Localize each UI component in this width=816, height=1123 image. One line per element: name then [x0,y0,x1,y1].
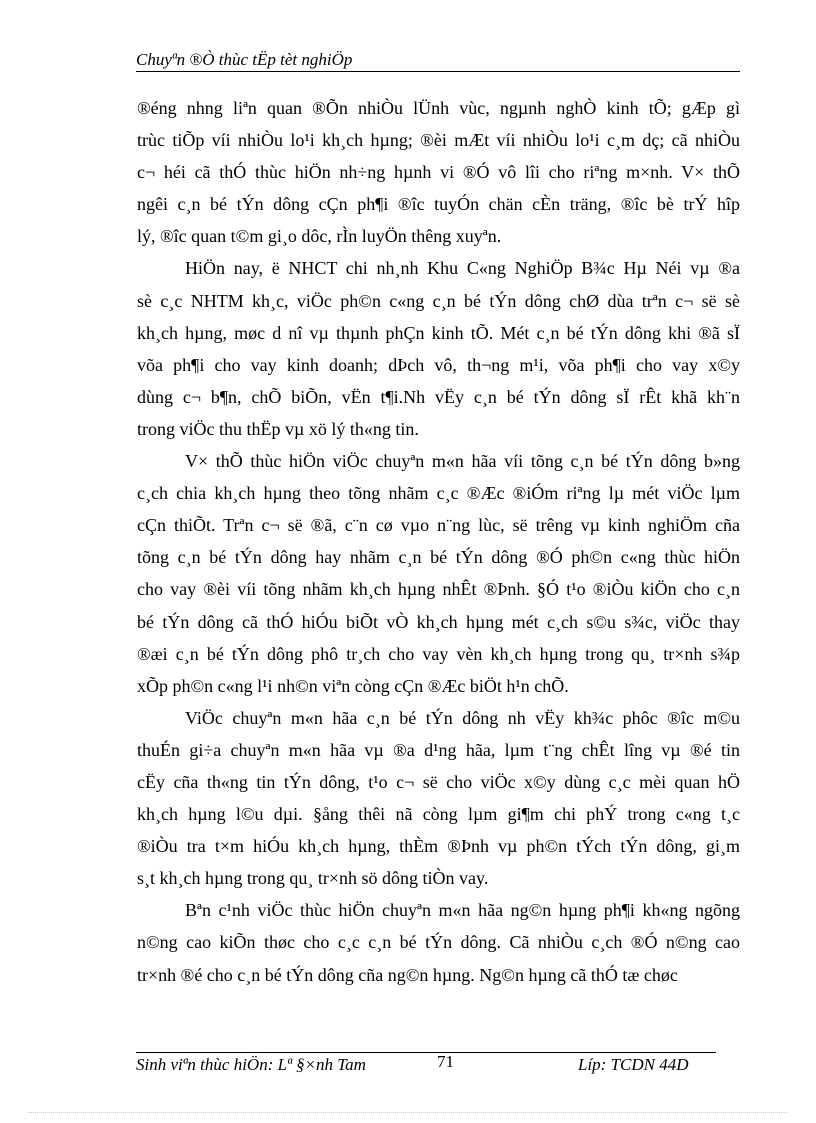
paragraph [137,445,740,702]
text-line: Bªn c¹nh viÖc thùc hiÖn chuyªn m«n hãa ng©n hµng ph¶i kh«ng ngõng [185,900,740,921]
text-line: trùc tiÕp víi nhiÒu lo¹i kh¸ch hµng; ®èi mÆt víi nhiÒu lo¹i c¸m dç; cã nhiÒu [137,130,740,151]
running-header: Chuyªn ®Ò thùc tËp tèt nghiÖp [136,50,353,69]
text-line: V× thÕ thùc hiÖn viÖc chuyªn m«n hãa víi tõng c¸n bé tÝn dông b»ng [185,451,740,472]
text-line: tõng c¸n bé tÝn dông hay nhãm c¸n bé tÝn dông ®Ó ph©n c«ng thùc hiÖn [137,547,740,568]
text-line: trong viÖc thu thËp vµ xö lý th«ng tin. [137,418,419,439]
text-line: sè c¸c NHTM kh¸c, viÖc ph©n c«ng c¸n bé tÝn dông chØ dùa trªn c¬ së sè [137,290,740,311]
text-line: ®iÒu tra t×m hiÓu kh¸ch hµng, thÈm ®Þnh vµ ph©n tÝch tÝn dông, gi¸m [137,836,740,857]
text-line: c¸ch chia kh¸ch hµng theo tõng nhãm c¸c ®Æc ®iÓm riªng lµ mét viÖc lµm [137,483,740,504]
text-line: võa ph¶i cho vay kinh doanh; dÞch vô, th¬ng m¹i, võa ph¶i cho vay x©y [137,354,740,375]
text-line: HiÖn nay, ë NHCT chi nh¸nh Khu C«ng NghiÖp B¾c Hµ Néi vµ ®a [185,258,740,279]
paragraph [137,252,740,445]
text-line: cËy cña th«ng tin tÝn dông, t¹o c¬ së cho viÖc x©y dùng c¸c mèi quan hÖ [137,771,740,792]
text-line: cho vay ®èi víi tõng nhãm kh¸ch hµng nhÊt ®Þnh. §Ó t¹o ®iÒu kiÖn cho c¸n [137,579,740,600]
document-body [137,92,740,991]
footer-rule [136,1052,716,1053]
paragraph [137,92,740,252]
text-line: c¬ héi cã thÓ thùc hiÖn nh÷ng hµnh vi ®Ó vô lîi cho riªng m×nh. V× thÕ [137,162,740,183]
header-rule [136,71,740,72]
text-line: kh¸ch hµng, møc d nî vµ thµnh phÇn kinh tÕ. Mét c¸n bé tÝn dông khi ®ã sÏ [137,322,740,343]
text-line: ViÖc chuyªn m«n hãa c¸n bé tÝn dông nh vËy kh¾c phôc ®îc m©u [185,707,740,728]
page-number: 71 [437,1052,454,1071]
footer-student: Sinh viªn thùc hiÖn: Lª §×nh Tam [136,1055,366,1074]
text-line: ®æi c¸n bé tÝn dông phô tr¸ch cho vay vèn kh¸ch hµng trong qu¸ tr×nh s¾p [137,643,740,664]
text-line: bé tÝn dông cã thÓ hiÓu biÕt vÒ kh¸ch hµng mét c¸ch s©u s¾c, viÖc thay [137,611,740,632]
paragraph [137,702,740,895]
text-line: thuÉn gi÷a chuyªn m«n hãa vµ ®a d¹ng hãa, lµm t¨ng chÊt lîng vµ ®é tin [137,739,740,760]
text-line: ®éng nhng liªn quan ®Õn nhiÒu lÜnh vùc, ngµnh nghÒ kinh tÕ; gÆp gì [137,98,740,118]
text-line: kh¸ch hµng l©u dµi. §ång thêi nã còng lµm gi¶m chi phÝ trong c«ng t¸c [137,804,740,825]
text-line: xÕp ph©n c«ng l¹i nh©n viªn còng cÇn ®Æc biÖt h¹n chÕ. [137,675,569,696]
paragraph [137,894,740,990]
footer-class: Líp: TCDN 44D [578,1055,689,1074]
text-line: tr×nh ®é cho c¸n bé tÝn dông cña ng©n hµng. Ng©n hµng cã thÓ tæ chøc [137,964,678,985]
page-boundary [28,1112,788,1113]
text-line: dùng c¬ b¶n, chÕ biÕn, vËn t¶i.Nh vËy c¸n bé tÝn dông sÏ rÊt khã kh¨n [137,386,740,407]
text-line: n©ng cao kiÕn thøc cho c¸c c¸n bé tÝn dông. Cã nhiÒu c¸ch ®Ó n©ng cao [137,932,740,953]
text-line: lý, ®îc quan t©m gi¸o dôc, rÌn luyÖn thêng xuyªn. [137,226,502,247]
text-line: s¸t kh¸ch hµng trong qu¸ tr×nh sö dông tiÒn vay. [137,868,489,889]
text-line: cÇn thiÕt. Trªn c¬ së ®ã, c¨n cø vµo n¨ng lùc, së trêng vµ kinh nghiÖm cña [137,515,740,536]
text-line: ngêi c¸n bé tÝn dông cÇn ph¶i ®îc tuyÓn chän cÈn träng, ®îc bè trÝ hîp [137,194,740,215]
